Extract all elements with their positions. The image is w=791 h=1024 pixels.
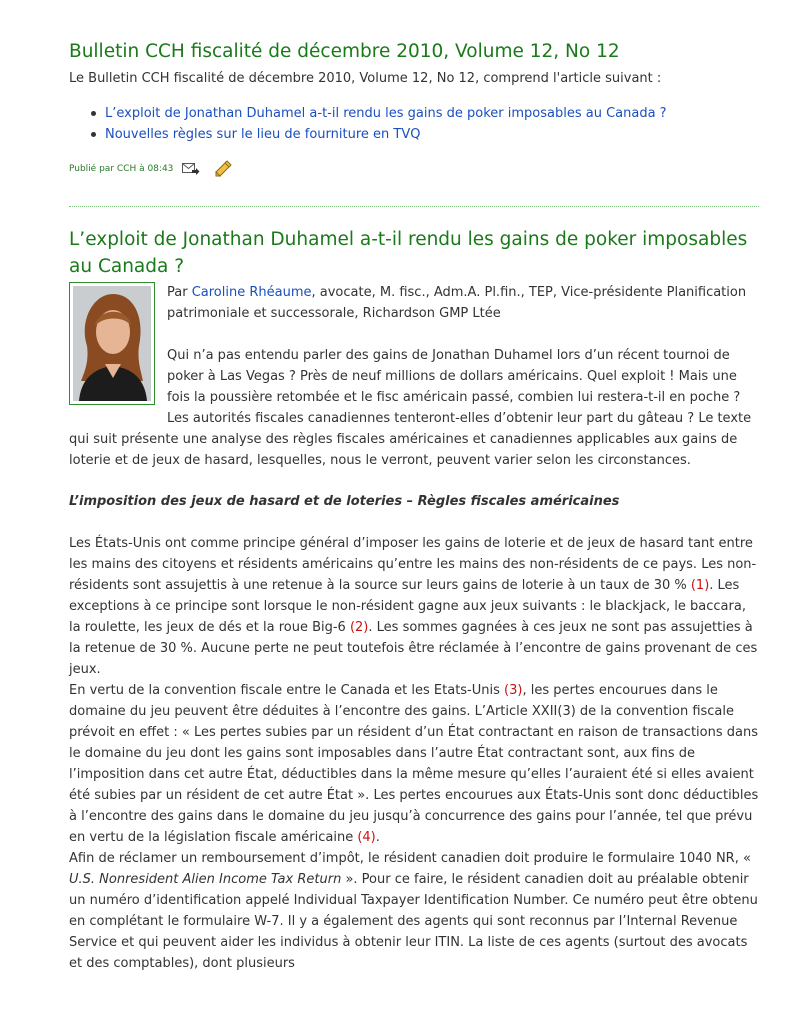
footnote-ref-3[interactable]: (3) <box>504 683 523 698</box>
paragraph-text: . <box>375 830 380 845</box>
article-paragraph-refund <box>69 848 759 974</box>
post-footer <box>69 160 232 178</box>
list-item <box>105 124 667 145</box>
author-credentials: , avocate, M. fisc., Adm.A. Pl.fin., TEP, Vice-présidente Planification patrimoniale et successorale, Richardson GMP Ltée <box>167 285 747 321</box>
article-link-duhamel[interactable]: L’exploit de Jonathan Duhamel a-t-il rendu les gains de poker imposables au Canada ? <box>105 106 667 121</box>
paragraph-text: En vertu de la convention fiscale entre le Canada et les Etats-Unis <box>69 683 505 698</box>
form-name-italic: U.S. Nonresident Alien Income Tax Return <box>69 872 342 887</box>
photo-float-spacer <box>69 345 167 429</box>
section-heading-us-rules: L’imposition des jeux de hasard et de loteries – Règles fiscales américaines <box>69 494 620 509</box>
footnote-ref-4[interactable]: (4) <box>357 830 376 845</box>
author-name-link[interactable]: Caroline Rhéaume <box>191 285 312 300</box>
email-post-icon[interactable] <box>182 163 200 176</box>
post-title-bulletin[interactable]: Bulletin CCH fiscalité de décembre 2010, Volume 12, No 12 <box>69 41 620 62</box>
post-intro: Le Bulletin CCH fiscalité de décembre 2010, Volume 12, No 12, comprend l'article suivant : <box>69 71 662 86</box>
paragraph-text: , les pertes encourues dans le domaine du jeu peuvent être déduites à l’encontre des gains. L’Article XXII(3) de la convention fiscale prévoit en effet : « Les pertes subies par un résident d’un État contractant en raison de transactions dans le domaine du jeu dont les gains sont imposables dans l’autre État contractant sont, aux fins de l’imposition dans cet autre État, déductibles dans la même mesure qu’elles l’auraient été si elles avaient été subies par un résident de cet autre État ». Les pertes encourues aux États-Unis sont donc déductibles à l’encontre des gains dans le domaine du jeu jusqu’à concurrence des gains pour l’année, tel que prévu en vertu de la législation fiscale américaine <box>69 683 759 845</box>
article-paragraph-intro <box>69 345 759 471</box>
byline-prefix: Par <box>167 285 192 300</box>
edit-post-icon[interactable] <box>214 160 232 178</box>
author-byline <box>167 282 759 324</box>
paragraph-text: . Les sommes gagnées à ces jeux ne sont pas assujetties à la retenue de 30 %. Aucune perte ne peut toutefois être réclamée à l’encontre de gains provenant de ces jeux. <box>69 620 758 677</box>
article-paragraph-us-rules <box>69 533 759 680</box>
article-paragraph-treaty <box>69 680 759 848</box>
paragraph-text: ». Pour ce faire, le résident canadien doit au préalable obtenir un numéro d’identification appelé Individual Taxpayer Identification Number. Ce numéro peut être obtenu en complétant le formulaire W-7. Il y a également des agents qui sont reconnus par l’Internal Revenue Service et qui peuvent aider les individus à obtenir leur ITIN. La liste de ces agents (surtout des avocats et des comptables), dont plusieurs <box>69 872 758 971</box>
paragraph-text: Qui n’a pas entendu parler des gains de Jonathan Duhamel lors d’un récent tournoi de poker à Las Vegas ? Près de neuf millions de dollars américains. Quel exploit ! Mais une fois la poussière retombée et le fisc américain passé, combien lui restera-t-il en poche ? Les autorités fiscales canadiennes tenteront-elles d’obtenir leur part du gâteau ? Le texte qui suit présente une analyse des règles fiscales américaines et canadiennes applicables aux gains de loterie et de jeux de hasard, lesquelles, nous le verront, peuvent varier selon les circonstances. <box>69 348 752 468</box>
post-title-duhamel[interactable]: L’exploit de Jonathan Duhamel a-t-il rendu les gains de poker imposables au Canada ? <box>69 229 748 277</box>
article-link-tvq[interactable]: Nouvelles règles sur le lieu de fourniture en TVQ <box>105 127 421 142</box>
post-timestamp-link[interactable]: 08:43 <box>147 164 174 174</box>
paragraph-text: Les États-Unis ont comme principe général d’imposer les gains de loterie et de jeux de hasard tant entre les mains des citoyens et résidents américains qu’entre les mains des non-résidents de ce pays. Les non-résidents sont assujettis à une retenue à la source sur leurs gains de loterie à un taux de 30 % <box>69 536 757 593</box>
footnote-ref-2[interactable]: (2) <box>349 620 369 635</box>
footnote-ref-1[interactable]: (1) <box>690 578 710 593</box>
post-divider <box>69 206 759 207</box>
paragraph-text: Afin de réclamer un remboursement d’impôt, le résident canadien doit produire le formulaire 1040 NR, « <box>69 851 751 866</box>
posted-by-label: Publié par CCH à <box>69 164 148 174</box>
list-item <box>105 103 667 124</box>
article-link-list <box>69 103 667 145</box>
paragraph-text: . Les exceptions à ce principe sont lorsque le non-résident gagne aux jeux suivants : le blackjack, le baccara, la roulette, les jeux de dés et la roue Big-6 <box>69 578 746 635</box>
